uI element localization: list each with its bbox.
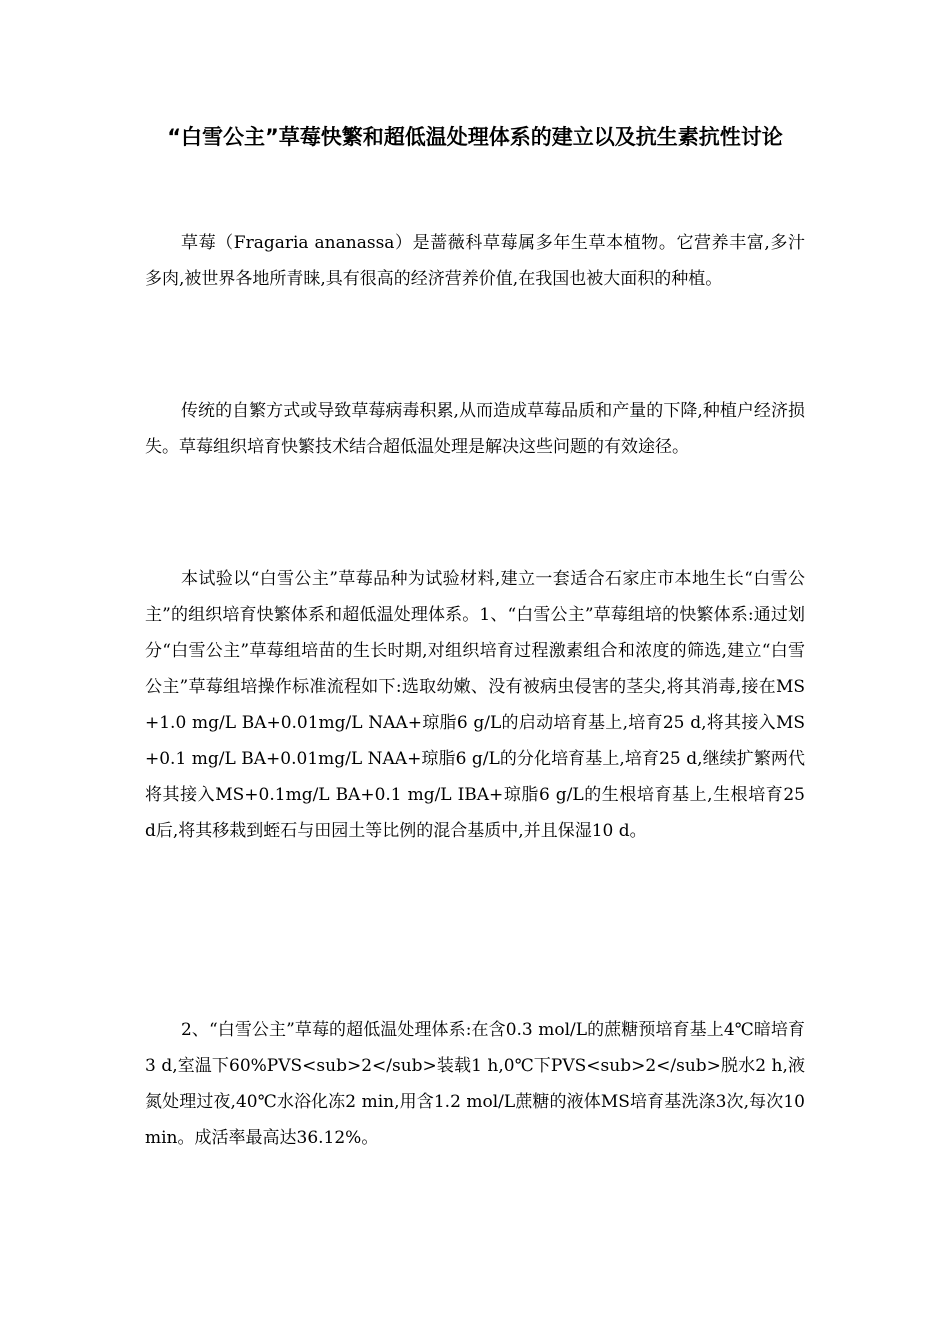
paragraph-intro: 草莓（Fragaria ananassa）是蔷薇科草莓属多年生草本植物。它营养丰富,多汁多肉,被世界各地所青睐,具有很高的经济营养价值,在我国也被大面积的种植。 xyxy=(145,233,805,289)
paragraph-rapid-propagation: 本试验以“白雪公主”草莓品种为试验材料,建立一套适合石家庄市本地生长“白雪公主”的组织培育快繁体系和超低温处理体系。1、“白雪公主”草莓组培的快繁体系:通过划分“白雪公主”草莓组培苗的生长时期,对组织培育过程激素组合和浓度的筛选,建立“白雪公主”草莓组培操作标准流程如下:选取幼嫩、没有被病虫侵害的茎尖,将其消毒,接在MS+1.0 mg/L BA+0.01mg/L NAA+琼脂6 g/L的启动培育基上,培育25 d,将其接入MS+0.1 mg/L BA+0.01mg/L NAA+琼脂6 g/L的分化培育基上,培育25 d,继续扩繁两代将其接入MS+0.1mg/L BA+0.1 mg/L IBA+琼脂6 g/L的生根培育基上,生根培育25 d后,将其移栽到蛭石与田园土等比例的混合基质中,并且保湿10 d。 xyxy=(145,569,805,841)
document-title: “白雪公主”草莓快繁和超低温处理体系的建立以及抗生素抗性讨论 xyxy=(167,125,783,149)
paragraph-problem: 传统的自繁方式或导致草莓病毒积累,从而造成草莓品质和产量的下降,种植户经济损失。草莓组织培育快繁技术结合超低温处理是解决这些问题的有效途径。 xyxy=(145,401,805,457)
paragraph-cryopreservation: 2、“白雪公主”草莓的超低温处理体系:在含0.3 mol/L的蔗糖预培育基上4℃暗培育3 d,室温下60%PVS<sub>2</sub>装载1 h,0℃下PVS<sub>2</sub>脱水2 h,液氮处理过夜,40℃水浴化冻2 min,用含1.2 mol/L蔗糖的液体MS培育基洗涤3次,每次10 min。成活率最高达36.12%。 xyxy=(145,1020,805,1148)
